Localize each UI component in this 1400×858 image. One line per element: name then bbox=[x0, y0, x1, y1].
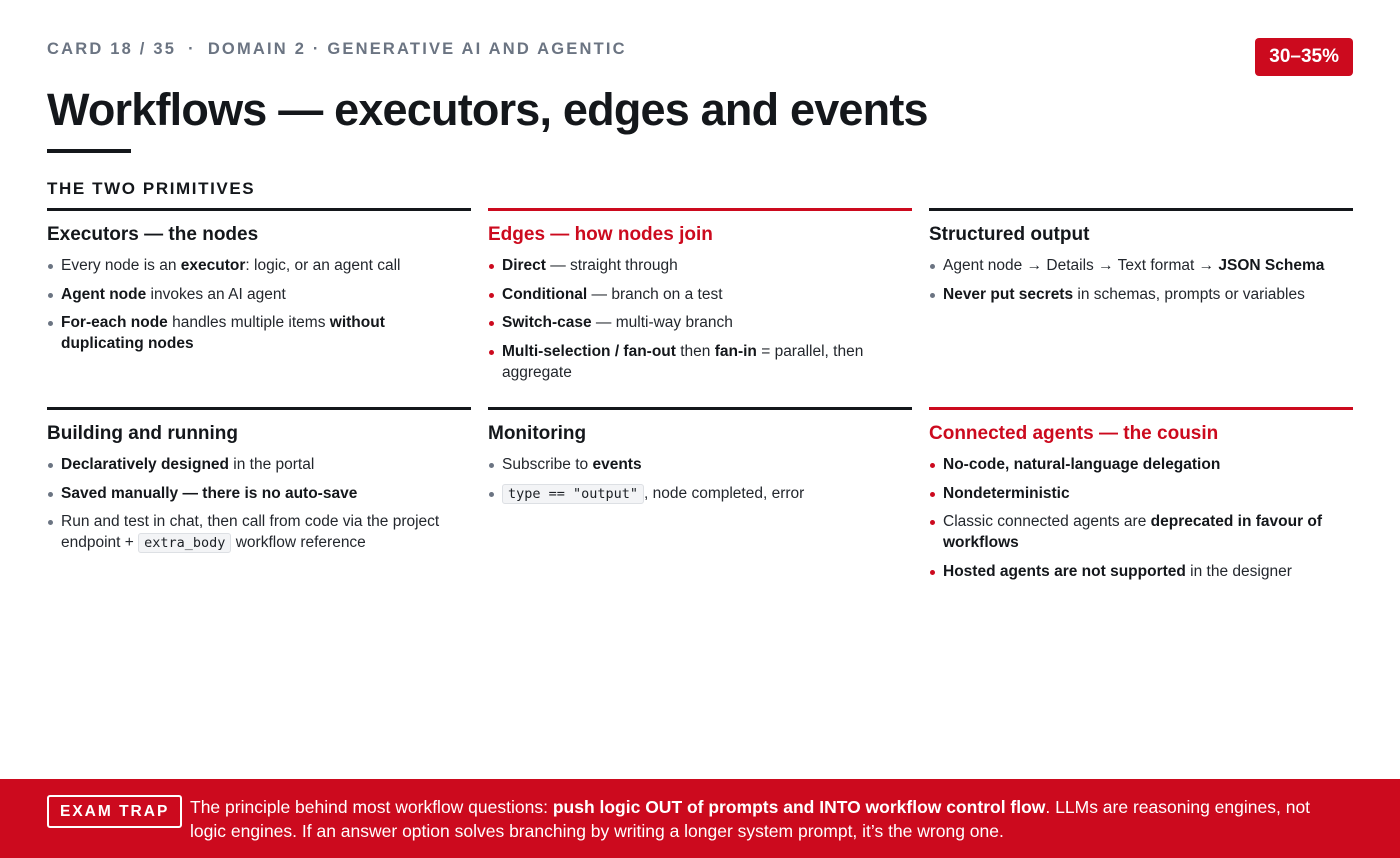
card-structured-output bbox=[929, 208, 1353, 407]
exam-trap-tag: EXAM TRAP bbox=[47, 795, 182, 828]
card-eyebrow bbox=[47, 40, 627, 59]
text-run: invokes an AI agent bbox=[146, 285, 286, 303]
emphasis-text: Declaratively designed bbox=[61, 456, 229, 473]
bullet-item bbox=[929, 511, 1353, 553]
card-building-and-running bbox=[47, 407, 471, 589]
eyebrow-separator: · bbox=[188, 40, 196, 58]
text-run: Agent node → Details → Text format → bbox=[943, 257, 1219, 274]
card-list bbox=[47, 454, 471, 554]
text-run: The principle behind most workflow questions: bbox=[190, 797, 553, 817]
text-run: — straight through bbox=[545, 257, 678, 274]
emphasis-text: Agent node bbox=[61, 285, 147, 303]
bullet-item bbox=[47, 511, 471, 554]
bullet-item bbox=[929, 454, 1353, 475]
emphasis-text: For-each node bbox=[61, 314, 168, 331]
emphasis-text: push logic OUT of prompts and INTO workflow control flow bbox=[552, 797, 1046, 817]
card-list bbox=[929, 454, 1353, 582]
inline-code: extra_body bbox=[138, 533, 231, 553]
exam-trap-text bbox=[190, 795, 1350, 843]
bullet-item bbox=[47, 284, 471, 305]
text-run: — multi-way branch bbox=[591, 314, 733, 331]
bullet-item bbox=[929, 483, 1353, 504]
emphasis-text: Conditional bbox=[502, 285, 588, 303]
emphasis-text: fan-in bbox=[714, 342, 757, 360]
card-heading: Connected agents — the cousin bbox=[929, 423, 1219, 444]
emphasis-text: No-code, natural-language delegation bbox=[943, 456, 1221, 473]
text-run: = parallel, then aggregate bbox=[502, 342, 864, 381]
emphasis-text: JSON Schema bbox=[1218, 257, 1325, 274]
text-run: . LLMs are reasoning engines, not logic engines. If an answer option solves branching by writing a longer system prompt, it’s the wrong one. bbox=[190, 797, 1311, 841]
text-run: Classic connected agents are bbox=[943, 513, 1151, 530]
domain-label: DOMAIN 2 · GENERATIVE AI AND AGENTIC bbox=[207, 40, 627, 58]
card-heading: Executors — the nodes bbox=[47, 224, 259, 245]
emphasis-text: Nondeterministic bbox=[943, 484, 1070, 502]
emphasis-text: Multi-selection / fan-out bbox=[502, 342, 676, 360]
emphasis-text: Hosted agents are not supported bbox=[943, 562, 1186, 580]
exam-weight-badge: 30–35% bbox=[1255, 38, 1353, 76]
card-list bbox=[47, 255, 471, 354]
title-underline bbox=[47, 149, 131, 153]
bullet-item bbox=[47, 312, 471, 354]
bullet-item bbox=[47, 454, 471, 475]
card-connected-agents bbox=[929, 407, 1353, 589]
text-run: in schemas, prompts or variables bbox=[1073, 285, 1305, 303]
card-list bbox=[488, 255, 912, 383]
emphasis-text: events bbox=[592, 456, 642, 473]
text-run: , node completed, error bbox=[644, 484, 805, 502]
text-run: Subscribe to bbox=[502, 456, 593, 473]
card-edges bbox=[488, 208, 912, 407]
text-run: Run and test in chat, then call from code via the project endpoint + bbox=[61, 513, 440, 551]
card-counter: CARD 18 / 35 bbox=[47, 40, 177, 58]
card-heading: Building and running bbox=[47, 423, 239, 444]
text-run: : logic, or an agent call bbox=[245, 257, 401, 274]
text-run: then bbox=[675, 342, 715, 360]
bullet-item bbox=[47, 255, 471, 276]
text-run: handles multiple items bbox=[167, 314, 330, 331]
text-run: in the designer bbox=[1185, 562, 1292, 580]
emphasis-text: without duplicating nodes bbox=[61, 314, 385, 352]
bullet-item bbox=[929, 284, 1353, 305]
card-list bbox=[929, 255, 1353, 305]
primitives-grid bbox=[47, 208, 1353, 589]
card-heading: Edges — how nodes join bbox=[488, 224, 713, 245]
bullet-item bbox=[488, 284, 912, 305]
bullet-item bbox=[488, 255, 912, 276]
bullet-item bbox=[488, 483, 912, 505]
text-run: Every node is an bbox=[61, 257, 181, 274]
bullet-item bbox=[488, 454, 912, 475]
text-run: in the portal bbox=[229, 456, 315, 473]
card-heading: Structured output bbox=[929, 224, 1090, 245]
exam-trap-banner bbox=[0, 779, 1400, 858]
emphasis-text: Never put secrets bbox=[943, 285, 1074, 303]
bullet-item bbox=[488, 312, 912, 333]
emphasis-text: Saved manually — there is no auto-save bbox=[61, 484, 358, 502]
emphasis-text: executor bbox=[180, 257, 246, 274]
card-executors bbox=[47, 208, 471, 407]
inline-code: type == "output" bbox=[502, 484, 644, 504]
card-monitoring bbox=[488, 407, 912, 589]
section-label: THE TWO PRIMITIVES bbox=[47, 179, 256, 198]
bullet-item bbox=[488, 341, 912, 383]
bullet-item bbox=[47, 483, 471, 504]
emphasis-text: Direct bbox=[502, 257, 546, 274]
card-list bbox=[488, 454, 912, 505]
emphasis-text: Switch-case bbox=[502, 314, 592, 331]
bullet-item bbox=[929, 561, 1353, 582]
text-run: — branch on a test bbox=[587, 285, 723, 303]
emphasis-text: deprecated in favour of workflows bbox=[943, 513, 1323, 551]
text-run: workflow reference bbox=[231, 534, 366, 551]
card-heading: Monitoring bbox=[488, 423, 587, 444]
page-title: Workflows — executors, edges and events bbox=[47, 84, 928, 135]
bullet-item bbox=[929, 255, 1353, 276]
